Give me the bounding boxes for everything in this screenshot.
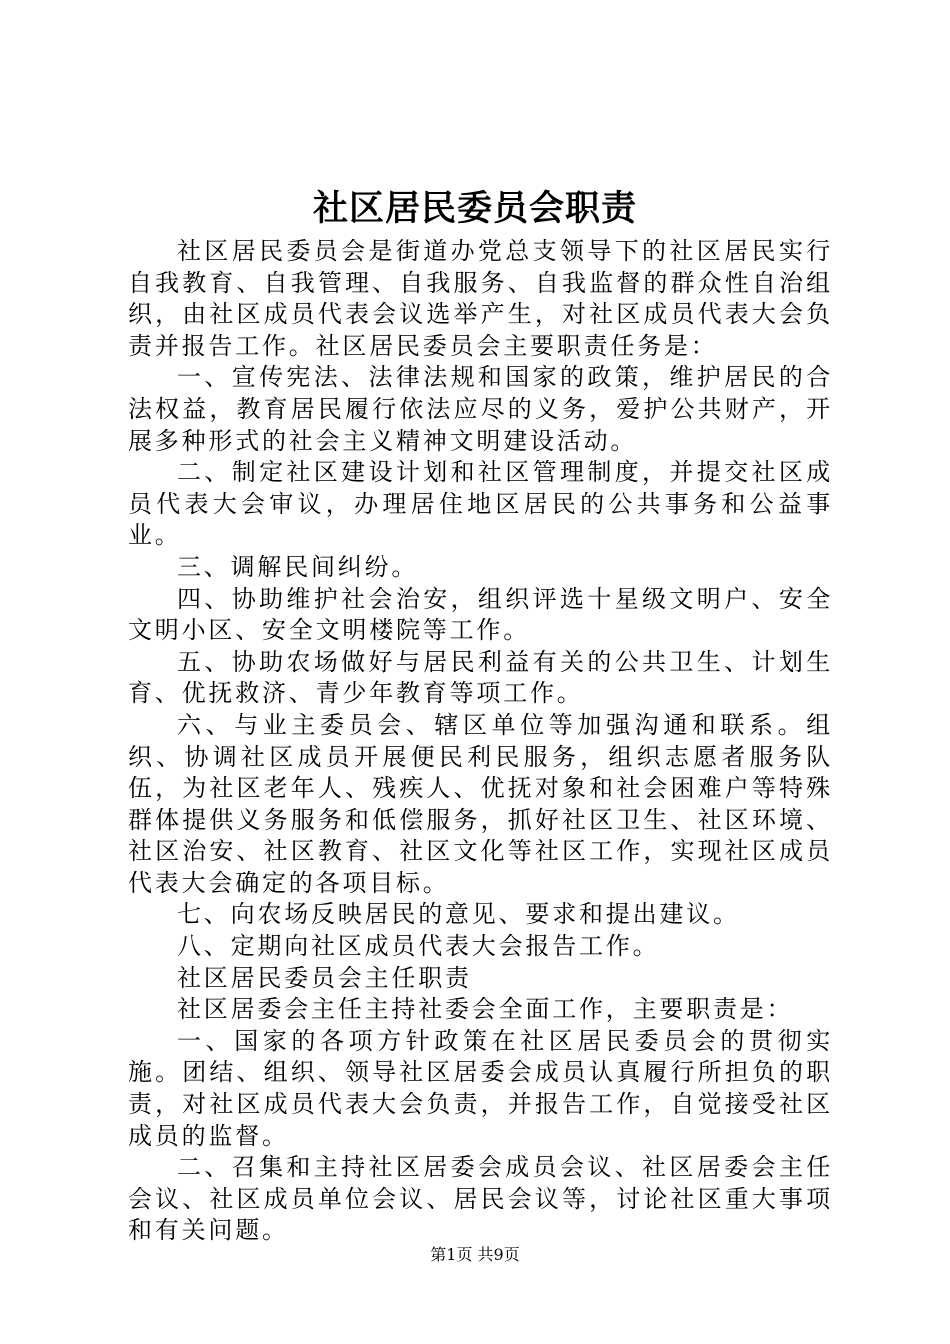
- paragraph-duty-5: 五、协助农场做好与居民利益有关的公共卫生、计划生育、优抚救济、青少年教育等项工作。: [128, 647, 833, 708]
- paragraph-duty-7: 七、向农场反映居民的意见、要求和提出建议。: [177, 900, 740, 929]
- paragraph-duty-6: 六、与业主委员会、辖区单位等加强沟通和联系。组织、协调社区成员开展便民利民服务，组织志愿者服务队伍，为社区老年人、残疾人、优抚对象和社会困难户等特殊群体提供义务服务和低偿服务，抓好社区卫生、社区环境、社区治安、社区教育、社区文化等社区工作，实现社区成员代表大会确定的各项目标。: [128, 710, 833, 897]
- paragraph-duty-2: 二、制定社区建设计划和社区管理制度，并提交社区成员代表大会审议，办理居住地区居民的公共事务和公益事业。: [128, 458, 833, 550]
- paragraph-duty-4: 四、协助维护社会治安，组织评选十星级文明户、安全文明小区、安全文明楼院等工作。: [128, 584, 833, 645]
- paragraph-duty-8: 八、定期向社区成员代表大会报告工作。: [177, 932, 660, 961]
- document-body: [128, 236, 833, 1247]
- paragraph-intro: 社区居民委员会是街道办党总支领导下的社区居民实行自我教育、自我管理、自我服务、自我监督的群众性自治组织，由社区成员代表会议选举产生，对社区成员代表大会负责并报告工作。社区居民委员会主要职责任务是：: [128, 237, 833, 360]
- page-number-footer: 第1页 共9页: [430, 1245, 520, 1264]
- section-heading-director: 社区居民委员会主任职责: [177, 963, 472, 992]
- document-title: 社区居民委员会职责: [312, 188, 637, 229]
- paragraph-duty-1: 一、宣传宪法、法律法规和国家的政策，维护居民的合法权益，教育居民履行依法应尽的义务，爱护公共财产，开展多种形式的社会主义精神文明建设活动。: [128, 363, 833, 455]
- paragraph-director-duty-1: 一、国家的各项方针政策在社区居民委员会的贯彻实施。团结、组织、领导社区居委会成员认真履行所担负的职责，对社区成员代表大会负责，并报告工作，自觉接受社区成员的监督。: [128, 1026, 833, 1150]
- paragraph-duty-3: 三、调解民间纠纷。: [177, 552, 419, 581]
- paragraph-director-intro: 社区居委会主任主持社委会全面工作，主要职责是：: [177, 995, 794, 1024]
- paragraph-director-duty-2: 二、召集和主持社区居委会成员会议、社区居委会主任会议、社区成员单位会议、居民会议等，讨论社区重大事项和有关问题。: [128, 1153, 833, 1245]
